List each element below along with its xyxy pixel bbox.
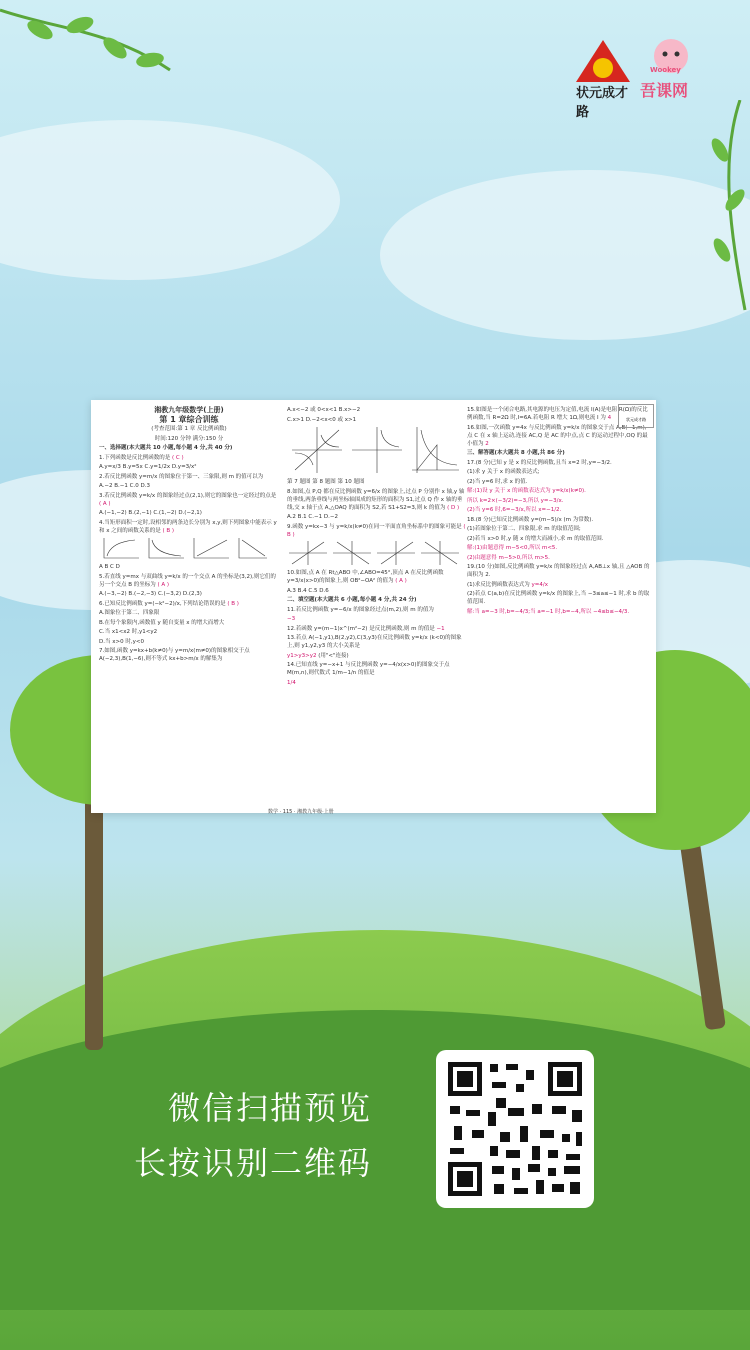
options: A.y=x/3 B.y=5x C.y=1/2x D.y=3/x² <box>99 464 197 470</box>
question: 7.如图,函数 y=kx+b(k≠0)与 y=m/x(m≠0)的图象相交于点 A(−2,3),B(1,−6),则不等式 kx+b>m/x 的解集为 <box>99 648 250 662</box>
answer: ( A ) <box>99 500 111 507</box>
option: A.图象位于第二、四象限 <box>99 610 160 616</box>
question: 16.如图,一次函数 y=4x 与反比例函数 y=k/x 的图象交于点 A,B(−1,m),点 C 在 x 轴上运动,连接 AC,Q 是 AC 的中点,点 C 的运动过程中,OQ 的最小值为 <box>467 424 648 447</box>
qr-code[interactable] <box>436 1050 594 1208</box>
answer: ( B ) <box>227 600 239 607</box>
question: 6.已知反比例函数 y=(−k²−2)/x,下列结论错误的是 <box>99 600 226 607</box>
graph-options <box>99 536 269 560</box>
paper-title: 第 1 章综合训练 <box>159 414 219 424</box>
question: 10.如图,点 A 在 Rt△ABO 中,∠ABO=45°,顶点 A 在反比例函数 y=3/x(x>0)的图象上,则 OB²−OA² 的值为 <box>287 570 444 584</box>
solution: (2)当 y=6 时,6=−3/x,所以 x=−1/2. <box>467 507 562 513</box>
qr-code-icon <box>436 1050 594 1208</box>
leaves-top-right <box>660 100 750 320</box>
hill <box>0 1010 750 1310</box>
question: 19.(10 分)如图,反比例函数 y=k/x 的图象经过点 A,AB⊥x 轴,且 △AOB 的面积为 2. <box>467 564 650 578</box>
sub-question: (2)若当 x>0 时,y 随 x 的增大而减小,求 m 的取值范围. <box>467 535 604 542</box>
question: 12.若函数 y=(m−1)x^(m²−2) 是反比例函数,则 m 的值是 <box>287 625 435 632</box>
question: 15.如图是一个闭合电路,其电源的电压为定值,电流 I(A)是电阻 R(Ω)的反比例函数,当 R=2Ω 时,I=6A.若电阻 R 增大 1Ω,则电流 I 为 <box>467 407 648 421</box>
question: 1.下列函数是反比例函数的是 <box>99 454 171 461</box>
question: 2.若反比例函数 y=m/x 的图象位于第一、三象限,则 m 的值可以为 <box>99 473 264 480</box>
question: 18.(8 分)已知反比例函数 y=(m−5)/x (m 为常数). <box>467 516 594 523</box>
section-heading: 一、选择题(本大题共 10 小题,每小题 4 分,共 40 分) <box>99 445 233 451</box>
graph-options <box>287 540 462 566</box>
graph-labels: A B C D <box>99 564 120 570</box>
answer: 2 <box>485 440 489 447</box>
options: A.x<−2 或 0<x<1 B.x>−2 <box>287 407 361 413</box>
answer: 4 <box>607 415 612 421</box>
section-heading: 二、填空题(本大题共 6 小题,每小题 4 分,共 24 分) <box>287 597 417 603</box>
sub-question: (1)若图象位于第二、四象限,求 m 的取值范围; <box>467 526 581 532</box>
leaves-top-left <box>0 0 200 110</box>
question: 4.当矩形面积一定时,设相邻的两条边长分别为 x,y,则下列图象中能表示 y 和 x 之间的函数关系的是 <box>99 519 277 534</box>
note: (用"<"连接) <box>318 652 349 659</box>
solution: 所以 k=2×(−3/2)=−3,所以 y=−3/x. <box>467 497 564 504</box>
sub-question: (1)求反比例函数表达式为 <box>467 581 530 588</box>
question: 9.函数 y=kx−3 与 y=k/x(k≠0)在同一平面直角坐标系中的图象可能是 <box>287 523 462 530</box>
brand-logo-right <box>640 34 702 100</box>
sub-question: (2)当 y=6 时,求 x 的值. <box>467 478 528 485</box>
brand-logo-left <box>572 36 634 120</box>
sub-question: (1)求 y 关于 x 的函数表达式; <box>467 469 540 475</box>
paper-time: 时间:120 分钟 满分:150 分 <box>154 435 224 442</box>
answer: ( C ) <box>172 454 184 461</box>
corner-logo <box>618 404 654 428</box>
question: 11.若反比例函数 y=−6/x 的图象经过点(m,2),则 m 的值为 <box>287 606 434 613</box>
options: A.3 B.4 C.5 D.6 <box>287 587 329 594</box>
option: D.当 x>0 时,y<0 <box>99 638 144 645</box>
logo-text: 状元成才路 <box>576 86 629 120</box>
options: A.(−1,−2) B.(2,−1) C.(1,−2) D.(−2,1) <box>99 510 202 516</box>
solution: 解:(1)由题意得 m−5<0,所以 m<5. <box>467 545 558 551</box>
answer: ( A ) <box>157 581 170 588</box>
exam-paper[interactable] <box>91 400 656 813</box>
answer: ( B ) <box>287 523 466 538</box>
logo-sub: Wookey <box>650 66 681 74</box>
answer: y1>y3>y2 <box>287 652 317 659</box>
figure-labels: 第 7 题图 第 8 题图 第 10 题图 <box>287 479 365 485</box>
answer: ( B ) <box>162 527 175 534</box>
options: A.(−3,−2) B.(−2,−3) C.(−3,2) D.(2,3) <box>99 591 202 597</box>
question: 8.如图,点 P,Q 都在反比例函数 y=6/x 的图象上,过点 P 分别作 x 轴,y 轴的垂线,两条垂线与两坐标轴围成的矩形的面积为 S1,过点 Q 作 x 轴的垂线,交 x 轴于点 A,△OAQ 的面积为 S2,若 S1+S2=3,则 k 的值为 <box>287 488 465 511</box>
answer: 1/4 <box>287 679 296 686</box>
question: 5.若直线 y=mx 与双曲线 y=k/x 的一个交点 A 的坐标是(3,2),则它们的另一个交点 B 的坐标为 <box>99 573 276 588</box>
answer: −3 <box>287 616 296 622</box>
section-heading: 三、解答题(本大题共 8 小题,共 86 分) <box>467 450 565 456</box>
paper-column-3 <box>467 406 650 806</box>
paper-column-2 <box>287 406 467 806</box>
corner-logo-text: 状元成才路 <box>626 417 646 422</box>
options: A.−2 B.−1 C.0 D.3 <box>99 483 150 489</box>
options: C.x>1 D.−2<x<0 或 x>1 <box>287 416 357 423</box>
answer: −1 <box>436 625 445 632</box>
logo-text: 吾课网 <box>640 81 689 100</box>
question: 3.若反比例函数 y=k/x 的图象经过点(2,1),则它的图象也一定经过的点是 <box>99 492 277 499</box>
solution: 解:(1)设 y 关于 x 的函数表达式为 y=k/x(k≠0). <box>467 488 586 494</box>
caption-line-2: 长按识别二维码 <box>134 1144 373 1182</box>
paper-header: 湘教九年级数学(上册) <box>154 406 224 414</box>
figures <box>287 425 462 475</box>
paper-footer: 数学 · 115 · 湘教九年级·上册 <box>268 809 334 815</box>
option: C.当 x1<x2 时,y1<y2 <box>99 629 158 635</box>
paper-scope: (考查范围:第 1 章 反比例函数) <box>151 426 227 432</box>
sub-question: (2)若点 C(a,b)在反比例函数 y=k/x 的图象上,当 −3≤a≤−1 时,求 b 的取值范围. <box>467 591 650 605</box>
question: 17.(8 分)已知 y 是 x 的反比例函数,且当 x=2 时,y=−3/2. <box>467 459 612 466</box>
option: B.在每个象限内,函数值 y 随自变量 x 的增大而增大 <box>99 619 225 626</box>
caption-line-1: 微信扫描预览 <box>168 1089 373 1127</box>
answer: y=4/x <box>531 581 549 588</box>
options: A.2 B.1 C.−1 D.−2 <box>287 514 338 520</box>
solution: 解:当 a=−3 时,b=−4/3;当 a=−1 时,b=−4,所以 −4≤b≤−4/3. <box>467 608 630 615</box>
paper-column-1 <box>99 406 279 806</box>
question: 14.已知直线 y=−x+1 与反比例函数 y=−4/x(x>0)的图象交于点 M(m,n),则代数式 1/m−1/n 的值是 <box>287 662 450 676</box>
answer: ( D ) <box>447 504 460 511</box>
question: 13.若点 A(−1,y1),B(2,y2),C(3,y3)在反比例函数 y=k/x (k<0)的图象上,则 y1,y2,y3 的大小关系是 <box>287 635 462 649</box>
solution: (2)由题意得 m−5>0,所以 m>5. <box>467 554 550 561</box>
answer: ( A ) <box>395 578 407 584</box>
